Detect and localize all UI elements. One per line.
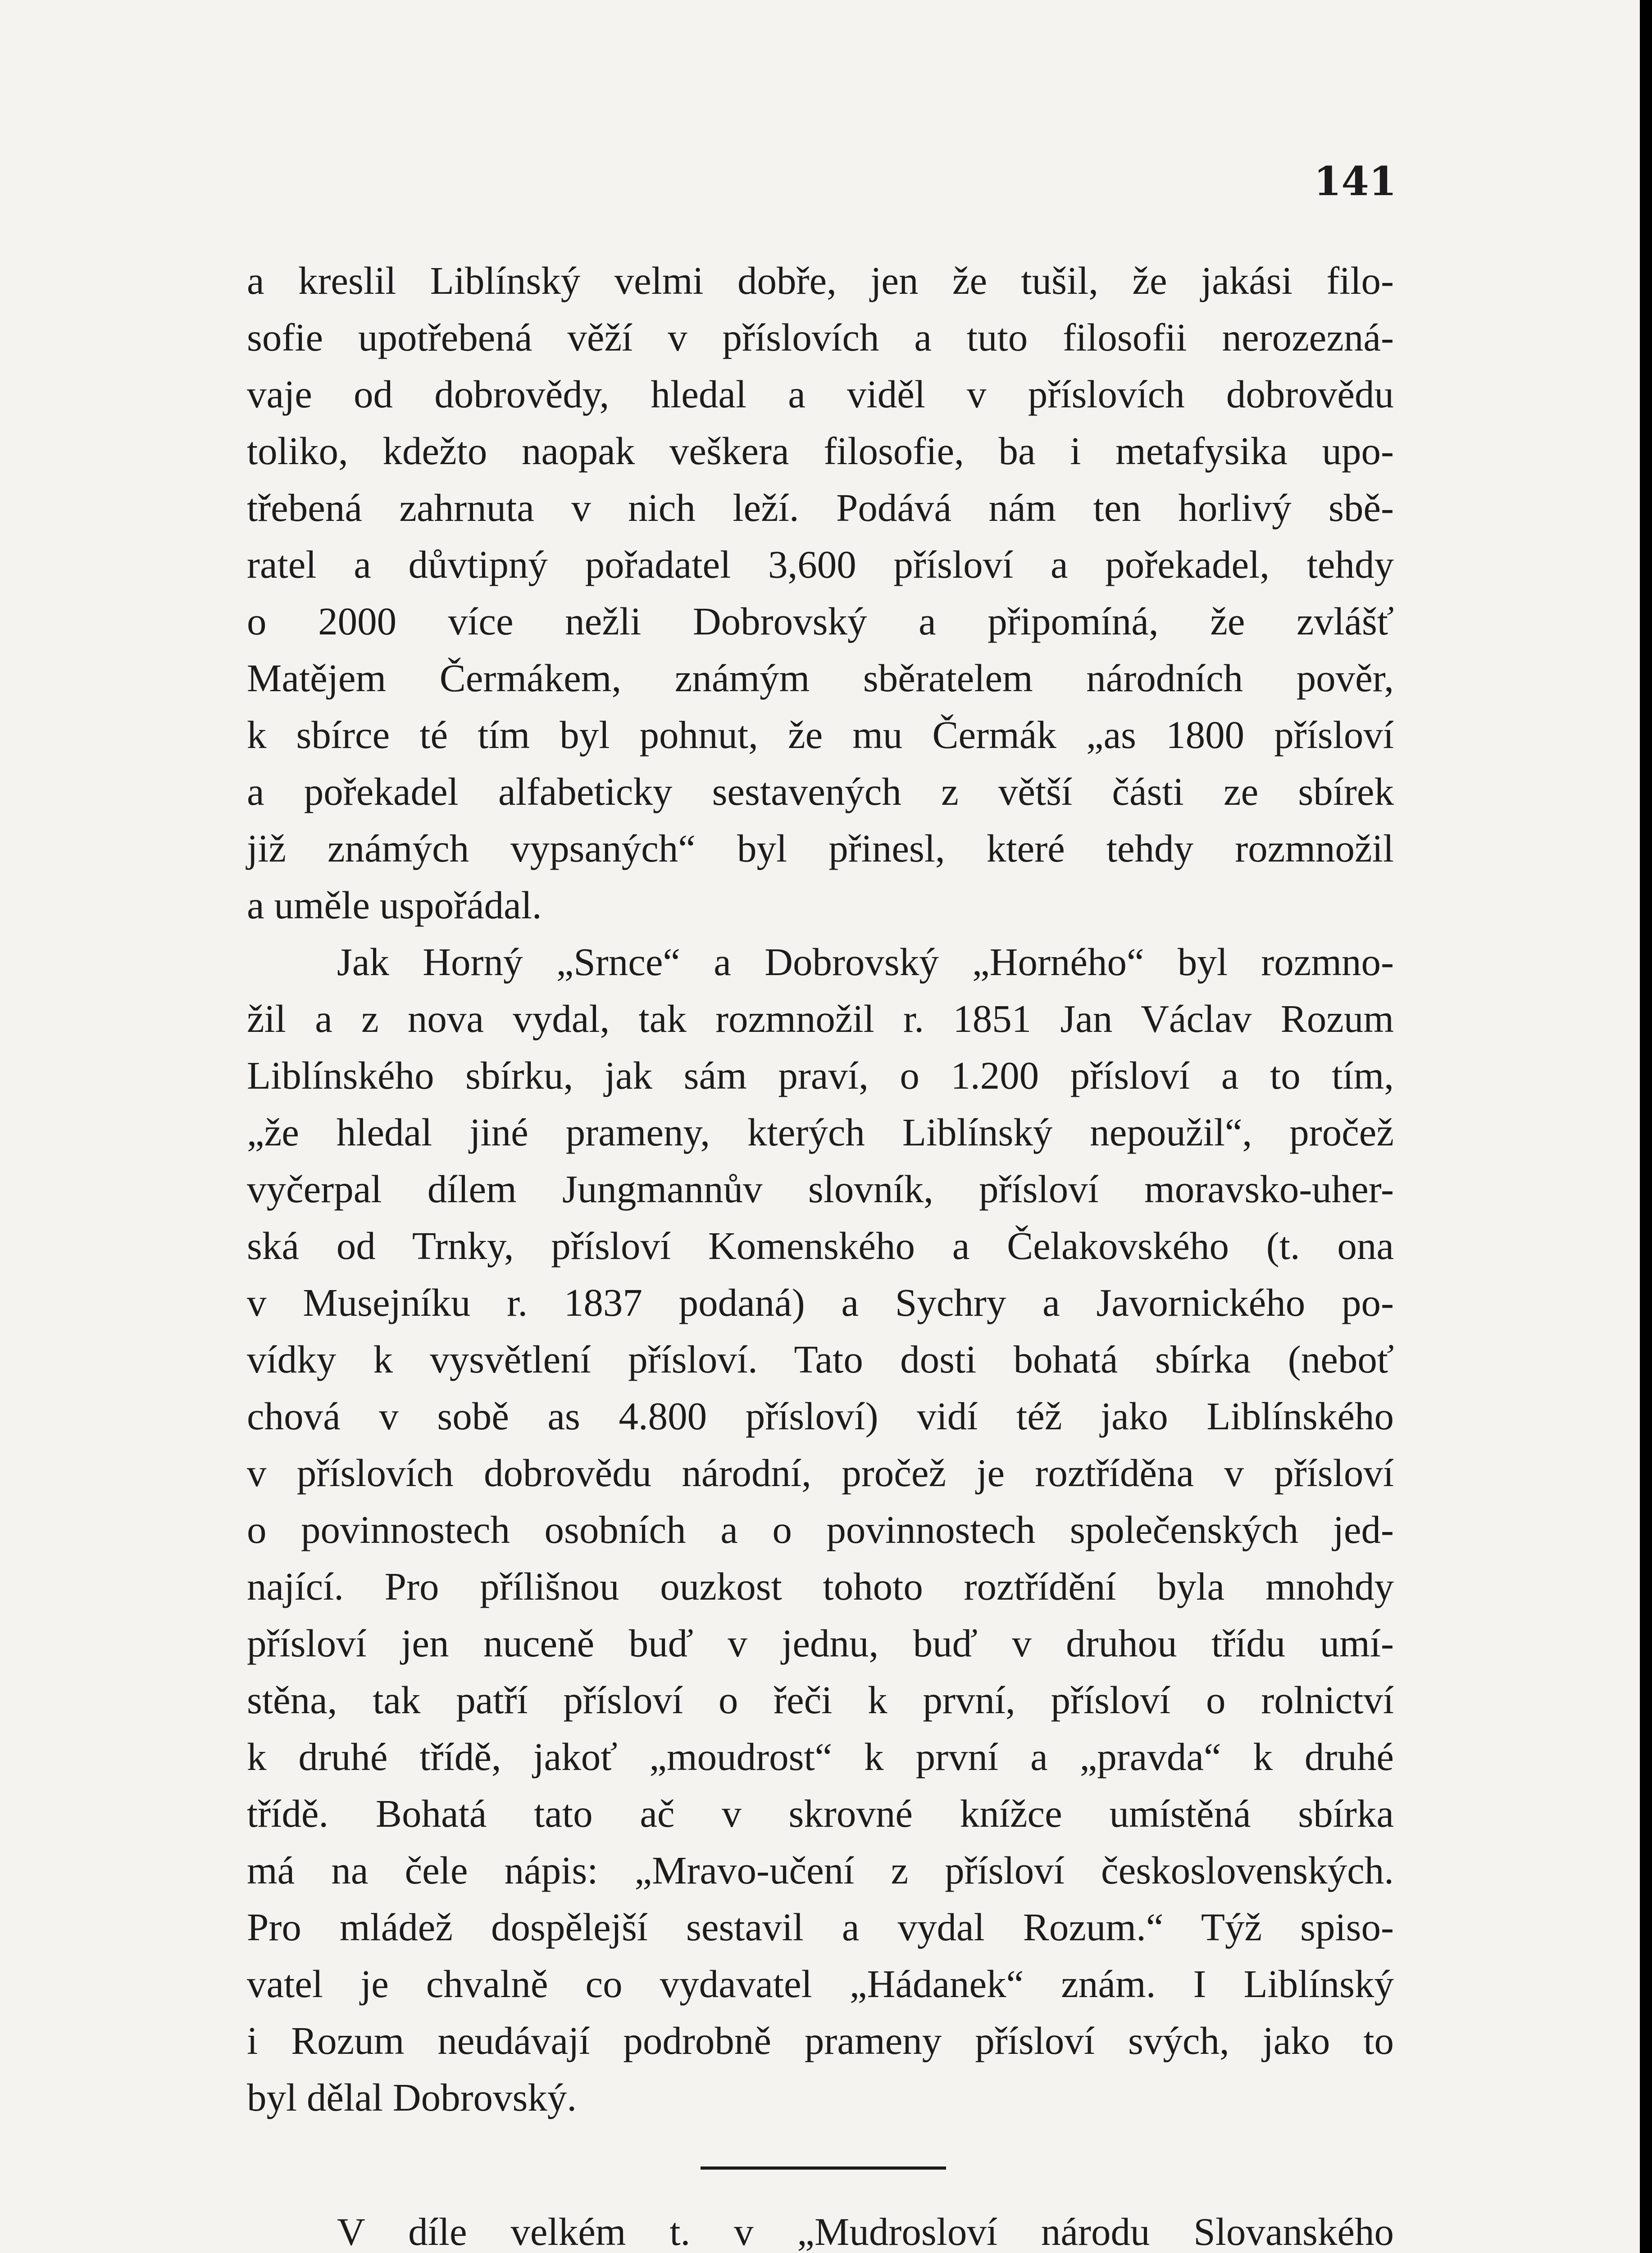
text-line: třídě. Bohatá tato ač v skrovné knížce umístěná sbírka — [247, 1792, 1394, 1835]
page-number: 141 — [1314, 158, 1397, 205]
text-line: sofie upotřebená věží v příslovích a tuto filosofii nerozezná- — [247, 315, 1394, 359]
main-text — [247, 252, 1394, 2126]
text-line: chová v sobě as 4.800 přísloví) vidí též jako Liblínského — [247, 1394, 1394, 1438]
text-line: byl dělal Dobrovský. — [247, 2075, 577, 2119]
text-line: třebená zahrnuta v nich leží. Podává nám ten horlivý sbě- — [247, 486, 1394, 529]
text-line: nající. Pro přílišnou ouzkost tohoto roztřídění byla mnohdy — [247, 1564, 1394, 1608]
text-line: k sbírce té tím byl pohnut, že mu Čermák „as 1800 přísloví — [247, 713, 1394, 757]
text-line: v Musejníku r. 1837 podaná) a Sychry a Javornického po- — [247, 1281, 1394, 1324]
text-line: Matějem Čermákem, známým sběratelem národních pověr, — [247, 656, 1394, 700]
text-line: Liblínského sbírku, jak sám praví, o 1.200 přísloví a to tím, — [247, 1054, 1394, 1097]
text-line: k druhé třídě, jakoť „moudrost“ k první a „pravda“ k druhé — [247, 1735, 1394, 1779]
text-line: „že hledal jiné prameny, kterých Liblínský nepoužil“, pročež — [247, 1110, 1394, 1154]
text-line: stěna, tak patří přísloví o řeči k první, přísloví o rolnictví — [247, 1678, 1394, 1722]
text-line: i Rozum neudávají podrobně prameny přísloví svých, jako to — [247, 2019, 1394, 2062]
text-line: V díle velkém t. v „Mudrosloví národu Slovanského — [337, 2210, 1394, 2253]
text-line: o 2000 více nežli Dobrovský a připomíná, že zvlášť — [247, 599, 1394, 643]
text-line: vyčerpal dílem Jungmannův slovník, přísloví moravsko-uher- — [247, 1167, 1394, 1211]
section-divider — [701, 2166, 946, 2170]
text-line: již známých vypsaných“ byl přinesl, které tehdy rozmnožil — [247, 826, 1394, 870]
text-line: a uměle uspořádal. — [247, 883, 542, 927]
text-line: toliko, kdežto naopak veškera filosofie, ba i metafysika upo- — [247, 429, 1394, 473]
text-line: ratel a důvtipný pořadatel 3,600 přísloví a pořekadel, tehdy — [247, 543, 1394, 586]
text-line: vatel je chvalně co vydavatel „Hádanek“ znám. I Liblínský — [247, 1962, 1394, 2006]
text-line: má na čele nápis: „Mravo-učení z přísloví československých. — [247, 1848, 1394, 1892]
text-line: přísloví jen nuceně buď v jednu, buď v druhou třídu umí- — [247, 1621, 1394, 1665]
text-line: o povinnostech osobních a o povinnostech společenských jed- — [247, 1508, 1394, 1551]
text-line: vaje od dobrovědy, hledal a viděl v příslovích dobrovědu — [247, 372, 1394, 416]
main-text-continued — [247, 2203, 1394, 2253]
text-line: vídky k vysvětlení přísloví. Tato dosti bohatá sbírka (neboť — [247, 1337, 1394, 1381]
text-line: Jak Horný „Srnce“ a Dobrovský „Horného“ byl rozmno- — [337, 940, 1394, 984]
text-line: Pro mládež dospělejší sestavil a vydal Rozum.“ Týž spiso- — [247, 1905, 1394, 1949]
text-line: a pořekadel alfabeticky sestavených z větší části ze sbírek — [247, 770, 1394, 813]
text-line: a kreslil Liblínský velmi dobře, jen že tušil, že jakási filo- — [247, 259, 1394, 302]
text-line: v příslovích dobrovědu národní, pročež je roztříděna v přísloví — [247, 1451, 1394, 1495]
text-line: žil a z nova vydal, tak rozmnožil r. 1851 Jan Václav Rozum — [247, 997, 1394, 1040]
text-line: ská od Trnky, přísloví Komenského a Čelakovského (t. ona — [247, 1224, 1394, 1268]
